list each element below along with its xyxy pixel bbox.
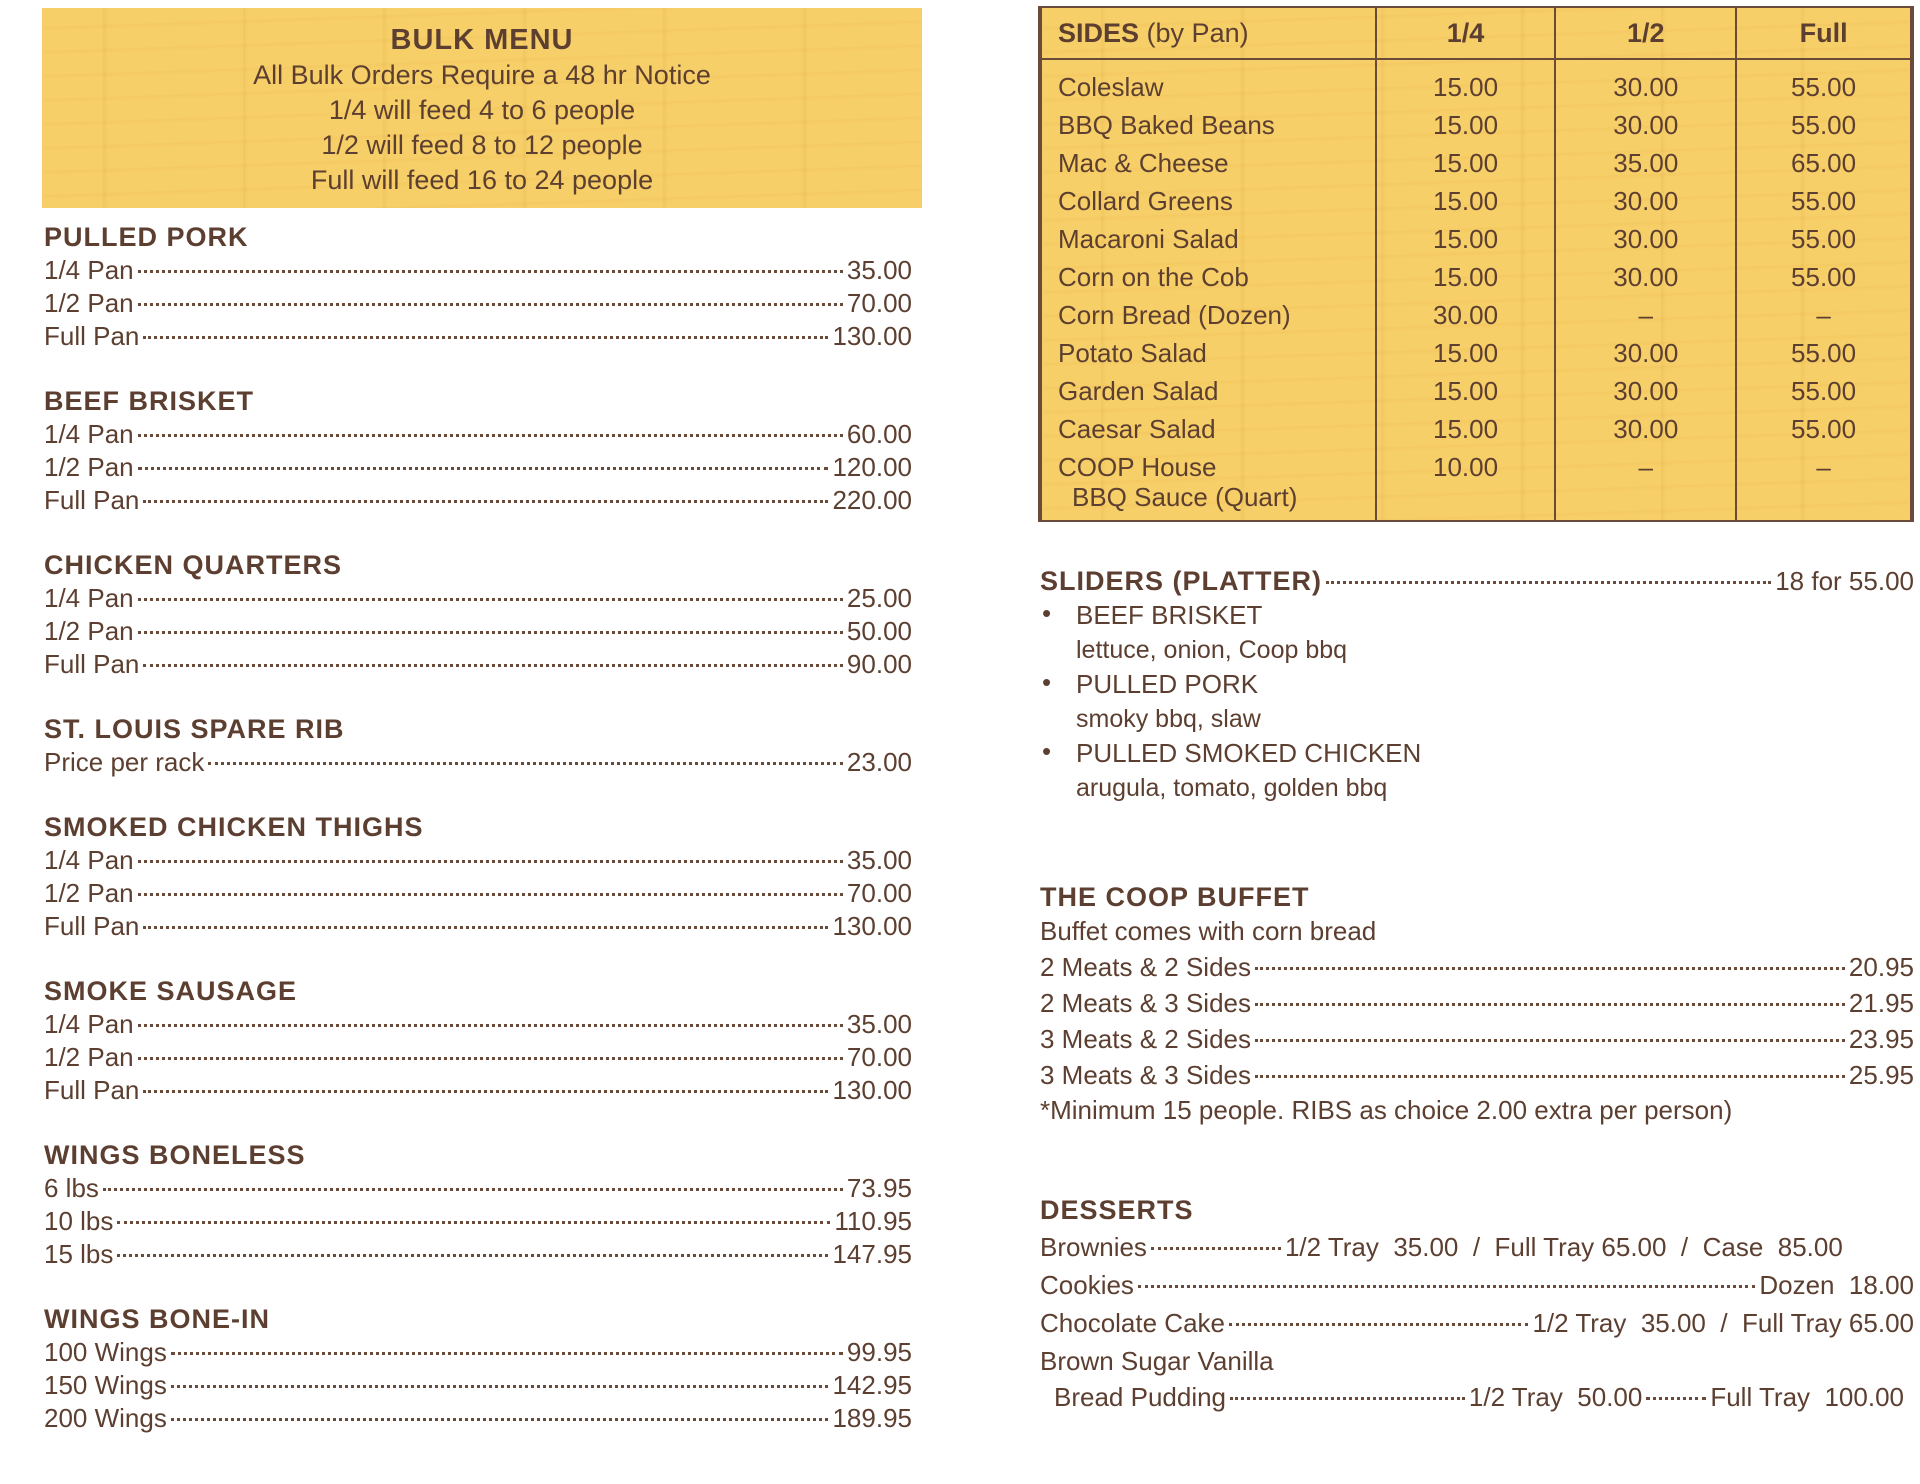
side-price-full: 55.00 [1791, 110, 1857, 140]
section-wings-bone-in [44, 1302, 912, 1435]
row-label: 2 Meats & 2 Sides [1040, 952, 1251, 982]
section-title: ST. LOUIS SPARE RIB [44, 714, 345, 744]
row-price: 142.95 [832, 1370, 912, 1400]
side-price-quarter: 15.00 [1433, 262, 1499, 292]
side-price-quarter: 15.00 [1433, 376, 1499, 406]
leader-dots [171, 1418, 829, 1421]
price-row [1040, 949, 1914, 985]
slider-item-name: • BEEF BRISKET [1076, 600, 1263, 630]
row-price: 23.00 [846, 747, 912, 777]
price-row [1040, 1021, 1914, 1057]
bulk-menu-title: BULK MENU [390, 24, 574, 56]
row-price: 70.00 [846, 288, 912, 318]
section-chicken-quarters [44, 548, 912, 681]
leader-dots [1255, 1075, 1845, 1078]
leader-dots [1229, 1323, 1528, 1326]
price-row [44, 844, 912, 877]
side-price-full: 55.00 [1791, 224, 1857, 254]
dessert-row [1040, 1228, 1914, 1266]
row-label: Chocolate Cake [1040, 1308, 1225, 1338]
price-row [44, 418, 912, 451]
side-price-quarter: 15.00 [1433, 338, 1499, 368]
row-price: 147.95 [832, 1239, 912, 1269]
row-price: 21.95 [1848, 988, 1914, 1018]
sliders-title: SLIDERS (PLATTER) [1040, 566, 1322, 596]
side-name: Corn Bread (Dozen) [1058, 300, 1291, 330]
section-title: PULLED PORK [44, 222, 249, 252]
sides-title: SIDES [1058, 17, 1140, 48]
section-title: CHICKEN QUARTERS [44, 550, 343, 580]
row-label: Full Pan [44, 649, 140, 679]
side-price-full: 55.00 [1791, 72, 1857, 102]
row-price: 20.95 [1848, 952, 1914, 982]
sides-name-column [1041, 59, 1376, 520]
side-name: Garden Salad [1058, 376, 1219, 406]
row-label: 1/2 Pan [44, 616, 134, 646]
leader-dots [171, 1352, 843, 1355]
side-price-full: 55.00 [1791, 414, 1857, 444]
side-price-quarter: 15.00 [1433, 186, 1499, 216]
sides-header-row [1041, 8, 1911, 59]
dessert-row [1040, 1304, 1914, 1342]
side-price-half: 30.00 [1613, 376, 1679, 406]
sides-full-column [1736, 59, 1911, 520]
side-price-full: 55.00 [1791, 186, 1857, 216]
side-price-half: 30.00 [1613, 110, 1679, 140]
dessert-row [1040, 1266, 1914, 1304]
sides-body-row [1041, 59, 1911, 520]
row-price: 120.00 [832, 452, 912, 482]
leader-dots [138, 434, 843, 437]
side-price-half: – [1638, 300, 1654, 330]
dessert-row [1040, 1380, 1904, 1414]
sides-grid [1040, 8, 1912, 520]
side-price-half: – [1638, 452, 1654, 482]
side-price-half: 35.00 [1613, 148, 1679, 178]
price-row [44, 1238, 912, 1271]
sides-header-quarter: 1/4 [1376, 8, 1556, 59]
sliders-price: 18 for 55.00 [1775, 566, 1914, 596]
price-row [44, 1172, 912, 1205]
row-price: 1/2 Tray 35.00 / Full Tray 65.00 / Case 85.00 [1284, 1232, 1843, 1262]
price-row [1040, 985, 1914, 1021]
price-row [44, 910, 912, 943]
slider-item [1040, 598, 1914, 667]
row-label: 1/2 Pan [44, 452, 134, 482]
side-price-quarter: 15.00 [1433, 224, 1499, 254]
side-name: Coleslaw [1058, 72, 1164, 102]
section-desserts [1040, 1192, 1914, 1414]
price-row [44, 615, 912, 648]
side-price-quarter: 30.00 [1433, 300, 1499, 330]
section-beef-brisket [44, 384, 912, 517]
row-price: 60.00 [846, 419, 912, 449]
section-sliders [1040, 564, 1914, 805]
sides-header-full: Full [1736, 8, 1911, 59]
row-price-full: Full Tray 100.00 [1710, 1382, 1904, 1412]
leader-dots [1230, 1397, 1465, 1400]
leader-dots [1326, 581, 1771, 584]
slider-item-desc: smoky bbq, slaw [1076, 705, 1261, 733]
price-row [44, 1008, 912, 1041]
side-price-full: – [1816, 452, 1831, 482]
section-smoke-sausage [44, 974, 912, 1107]
buffet-note: *Minimum 15 people. RIBS as choice 2.00 extra per person) [1040, 1095, 1733, 1125]
section-title: BEEF BRISKET [44, 386, 255, 416]
section-pulled-pork [44, 220, 912, 353]
side-price-quarter: 15.00 [1433, 110, 1499, 140]
slider-item [1040, 667, 1914, 736]
bulk-full-line: Full will feed 16 to 24 people [310, 165, 654, 195]
price-row [44, 877, 912, 910]
buffet-title: THE COOP BUFFET [1040, 882, 1310, 912]
row-price: 189.95 [832, 1403, 912, 1433]
row-price: 35.00 [846, 1009, 912, 1039]
leader-dots [143, 336, 828, 339]
row-label: 6 lbs [44, 1173, 99, 1203]
row-label: 100 Wings [44, 1337, 167, 1367]
leader-dots [1138, 1285, 1755, 1288]
side-price-quarter: 10.00 [1433, 452, 1499, 482]
slider-item-desc: lettuce, onion, Coop bbq [1076, 636, 1348, 664]
section-spare-rib [44, 712, 912, 779]
leader-dots [138, 860, 843, 863]
row-price-half: 1/2 Tray 50.00 [1468, 1382, 1643, 1412]
row-price: 35.00 [846, 255, 912, 285]
sides-table [1038, 6, 1914, 522]
row-label: Brownies [1040, 1232, 1147, 1262]
side-price-half: 30.00 [1613, 224, 1679, 254]
side-name: Potato Salad [1058, 338, 1207, 368]
price-row [44, 1205, 912, 1238]
row-label: 1/2 Pan [44, 1042, 134, 1072]
leader-dots [171, 1385, 829, 1388]
side-price-full: – [1816, 300, 1831, 330]
slider-item-name: • PULLED SMOKED CHICKEN [1076, 738, 1422, 768]
side-price-half: 30.00 [1613, 338, 1679, 368]
row-label: 3 Meats & 2 Sides [1040, 1024, 1251, 1054]
sides-header-half: 1/2 [1555, 8, 1736, 59]
slider-item-name: • PULLED PORK [1076, 669, 1259, 699]
slider-item-desc: arugula, tomato, golden bbq [1076, 774, 1388, 802]
spacer [1058, 60, 1375, 68]
row-label: 1/4 Pan [44, 845, 134, 875]
section-title: SMOKE SAUSAGE [44, 976, 298, 1006]
section-title: WINGS BONE-IN [44, 1304, 270, 1334]
leader-dots [138, 1057, 843, 1060]
leader-dots [138, 893, 843, 896]
row-price: 130.00 [832, 1075, 912, 1105]
desserts-title: DESSERTS [1040, 1195, 1194, 1225]
leader-dots [143, 1090, 828, 1093]
buffet-subtitle: Buffet comes with corn bread [1040, 916, 1377, 946]
section-buffet [1040, 880, 1914, 1128]
row-label: Full Pan [44, 911, 140, 941]
sliders-title-row [1040, 564, 1914, 598]
price-row [44, 746, 912, 779]
row-label: Price per rack [44, 747, 205, 777]
side-name: Collard Greens [1058, 186, 1233, 216]
row-label: Cookies [1040, 1270, 1134, 1300]
bulk-notice-line: All Bulk Orders Require a 48 hr Notice [253, 60, 711, 90]
side-name: COOP House [1058, 452, 1217, 482]
side-name: Corn on the Cob [1058, 262, 1249, 292]
row-label: 10 lbs [44, 1206, 114, 1236]
side-price-quarter: 15.00 [1433, 414, 1499, 444]
side-price-half: 30.00 [1613, 186, 1679, 216]
row-label: Full Pan [44, 321, 140, 351]
leader-dots [138, 1024, 843, 1027]
leader-dots [1151, 1247, 1281, 1250]
side-price-full: 55.00 [1791, 376, 1857, 406]
leader-dots [1646, 1397, 1706, 1400]
row-price: 70.00 [846, 1042, 912, 1072]
side-price-half: 30.00 [1613, 262, 1679, 292]
leader-dots [117, 1254, 828, 1257]
row-price: 99.95 [846, 1337, 912, 1367]
row-label: 150 Wings [44, 1370, 167, 1400]
row-price: 1/2 Tray 35.00 / Full Tray 65.00 [1532, 1308, 1914, 1338]
row-price: 23.95 [1848, 1024, 1914, 1054]
row-label: 1/2 Pan [44, 288, 134, 318]
row-price: 90.00 [846, 649, 912, 679]
leader-dots [1255, 967, 1845, 970]
bulk-half-line: 1/2 will feed 8 to 12 people [321, 130, 643, 160]
slider-item [1040, 736, 1914, 805]
side-price-full: 55.00 [1791, 338, 1857, 368]
side-price-full: 65.00 [1791, 148, 1857, 178]
row-label: 1/4 Pan [44, 1009, 134, 1039]
side-price-half: 30.00 [1613, 414, 1679, 444]
side-name: Macaroni Salad [1058, 224, 1239, 254]
row-price: 220.00 [832, 485, 912, 515]
leader-dots [1255, 1039, 1845, 1042]
price-row [44, 484, 912, 517]
leader-dots [138, 598, 843, 601]
row-price: 70.00 [846, 878, 912, 908]
row-label: 15 lbs [44, 1239, 114, 1269]
side-price-half: 30.00 [1613, 72, 1679, 102]
row-label: Bread Pudding [1054, 1382, 1227, 1412]
bulk-menu-header [42, 8, 922, 208]
price-row [44, 451, 912, 484]
row-price: 35.00 [846, 845, 912, 875]
row-label: 200 Wings [44, 1403, 167, 1433]
row-price: 50.00 [846, 616, 912, 646]
row-label: Full Pan [44, 1075, 140, 1105]
row-label: Full Pan [44, 485, 140, 515]
leader-dots [143, 926, 828, 929]
price-row [44, 1041, 912, 1074]
row-price: 25.00 [846, 583, 912, 613]
price-row [44, 1336, 912, 1369]
price-row [44, 582, 912, 615]
side-name: Mac & Cheese [1058, 148, 1229, 178]
leader-dots [138, 631, 843, 634]
row-label: 1/4 Pan [44, 255, 134, 285]
row-label: 1/4 Pan [44, 583, 134, 613]
row-price: 25.95 [1848, 1060, 1914, 1090]
spacer [1737, 60, 1910, 68]
price-row [44, 1074, 912, 1107]
side-price-full: 55.00 [1791, 262, 1857, 292]
side-price-quarter: 15.00 [1433, 148, 1499, 178]
row-label: 2 Meats & 3 Sides [1040, 988, 1251, 1018]
sides-header-name [1041, 8, 1376, 59]
price-row [1040, 1057, 1914, 1093]
sides-title-paren: (by Pan) [1146, 17, 1249, 48]
price-row [44, 648, 912, 681]
price-row [44, 287, 912, 320]
price-row [44, 1369, 912, 1402]
price-row [44, 1402, 912, 1435]
leader-dots [117, 1221, 830, 1224]
section-smoked-chicken-thighs [44, 810, 912, 943]
leader-dots [143, 664, 843, 667]
row-price: 73.95 [846, 1173, 912, 1203]
row-price: 130.00 [832, 321, 912, 351]
price-row [44, 320, 912, 353]
leader-dots [208, 762, 843, 765]
leader-dots [138, 467, 829, 470]
section-wings-boneless [44, 1138, 912, 1271]
spacer [1377, 60, 1555, 68]
row-price: Dozen 18.00 [1759, 1270, 1914, 1300]
row-label: 3 Meats & 3 Sides [1040, 1060, 1251, 1090]
row-price: 130.00 [832, 911, 912, 941]
row-price: 110.95 [834, 1206, 912, 1236]
pudding-title-line1: Brown Sugar Vanilla [1040, 1346, 1274, 1376]
side-name: BBQ Baked Beans [1058, 110, 1275, 140]
side-price-quarter: 15.00 [1433, 72, 1499, 102]
leader-dots [138, 303, 843, 306]
leader-dots [138, 270, 843, 273]
row-label: 1/4 Pan [44, 419, 134, 449]
side-name-continuation: BBQ Sauce (Quart) [1072, 482, 1298, 512]
side-name: Caesar Salad [1058, 414, 1216, 444]
spacer [1556, 60, 1735, 68]
leader-dots [143, 500, 828, 503]
price-row [44, 254, 912, 287]
section-title: SMOKED CHICKEN THIGHS [44, 812, 424, 842]
section-title: WINGS BONELESS [44, 1140, 306, 1170]
bulk-quarter-line: 1/4 will feed 4 to 6 people [328, 95, 636, 125]
leader-dots [1255, 1003, 1845, 1006]
leader-dots [103, 1188, 843, 1191]
sides-half-column [1555, 59, 1736, 520]
sides-quarter-column [1376, 59, 1556, 520]
row-label: 1/2 Pan [44, 878, 134, 908]
